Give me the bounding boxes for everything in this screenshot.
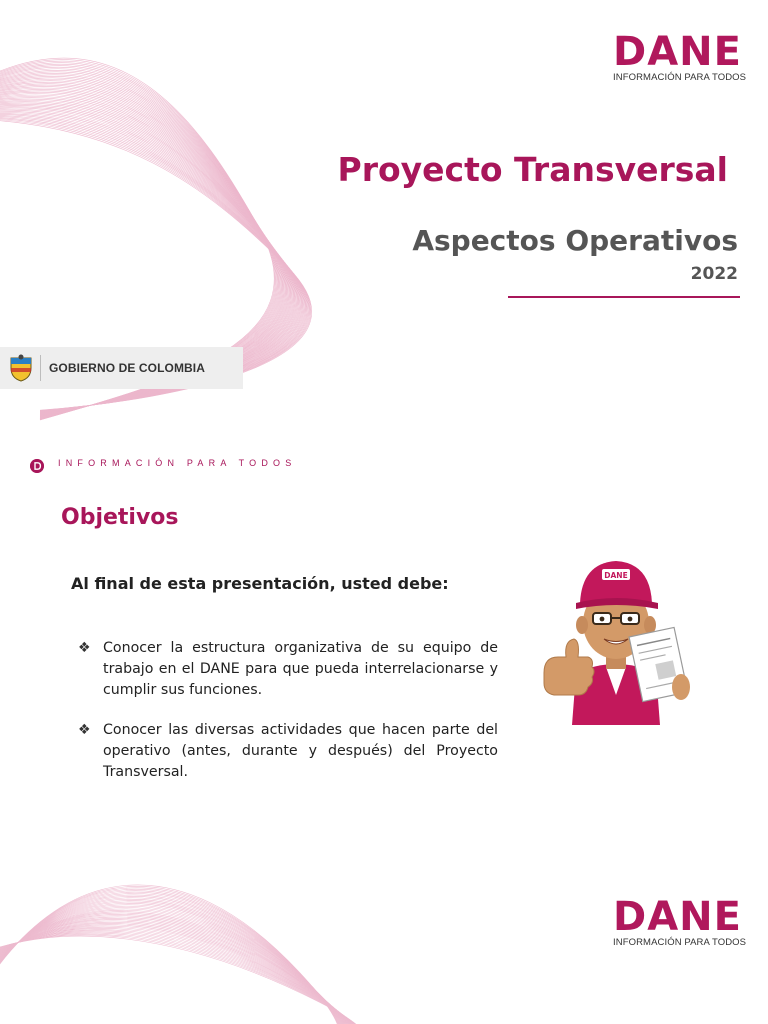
wave-line bbox=[0, 921, 356, 1024]
wave-line bbox=[0, 935, 364, 1024]
mascot-cap-label: DANE bbox=[604, 571, 628, 580]
wave-line bbox=[0, 933, 363, 1024]
wave-line bbox=[0, 896, 345, 1024]
wave-line bbox=[0, 892, 343, 1024]
wave-line bbox=[0, 926, 359, 1024]
wave-line bbox=[0, 886, 340, 1024]
wave-line bbox=[0, 889, 341, 1024]
wave-line bbox=[0, 891, 342, 1024]
wave-line bbox=[0, 895, 344, 1024]
wave-line bbox=[0, 927, 359, 1024]
government-banner bbox=[0, 347, 243, 389]
dane-logo bbox=[613, 894, 747, 948]
dane-logo-word: DANE bbox=[613, 29, 742, 75]
wave-line bbox=[0, 903, 348, 1024]
wave-line bbox=[0, 913, 352, 1024]
diamond-bullet-icon: ❖ bbox=[78, 722, 91, 738]
wave-line bbox=[0, 934, 363, 1024]
slide-subtitle: Aspectos Operativos bbox=[412, 224, 738, 257]
objectives-lead: Al final de esta presentación, usted debe: bbox=[71, 574, 449, 593]
wave-line bbox=[0, 909, 350, 1024]
bullet-text: Conocer las diversas actividades que hacen parte del operativo (antes, durante y después) del Proyecto Transversal. bbox=[103, 722, 498, 780]
wave-line bbox=[0, 905, 348, 1024]
government-label: GOBIERNO DE COLOMBIA bbox=[49, 361, 206, 375]
wave-line bbox=[0, 885, 340, 1024]
wave-line bbox=[0, 936, 364, 1024]
wave-line bbox=[0, 914, 353, 1024]
wave-line bbox=[0, 928, 360, 1024]
wave-line bbox=[0, 902, 347, 1024]
slide-year: 2022 bbox=[690, 264, 738, 284]
wave-line bbox=[0, 931, 361, 1024]
wave-line bbox=[0, 917, 354, 1024]
wave-line bbox=[0, 908, 350, 1024]
objectives-heading: Objetivos bbox=[61, 505, 179, 530]
dane-logo-tagline: INFORMACIÓN PARA TODOS bbox=[613, 937, 747, 948]
mascot-illustration bbox=[536, 545, 696, 725]
objectives-list bbox=[78, 638, 498, 802]
wave-line bbox=[0, 912, 352, 1024]
wave-line bbox=[0, 910, 351, 1024]
wave-line bbox=[0, 898, 345, 1024]
slide-title: Proyecto Transversal bbox=[337, 150, 728, 189]
wave-line bbox=[0, 925, 358, 1024]
colombia-shield-icon bbox=[8, 354, 34, 382]
wave-line bbox=[0, 932, 362, 1024]
wave-line bbox=[0, 930, 361, 1024]
bullet-text: Conocer la estructura organizativa de su equipo de trabajo en el DANE para que pueda interrelacionarse y cumplir sus funciones. bbox=[103, 640, 498, 698]
wave-line bbox=[0, 923, 357, 1024]
tagline-strip: INFORMACIÓN PARA TODOS bbox=[58, 458, 297, 468]
title-underline bbox=[508, 296, 740, 298]
wave-line bbox=[0, 894, 343, 1024]
wave-line bbox=[0, 888, 341, 1024]
title-slide bbox=[0, 0, 768, 433]
list-item bbox=[78, 638, 498, 701]
dane-logo-word: DANE bbox=[613, 894, 742, 940]
dane-logo bbox=[613, 29, 747, 83]
wave-line bbox=[0, 901, 347, 1024]
wave-line bbox=[0, 916, 354, 1024]
banner-divider bbox=[40, 355, 41, 381]
diamond-bullet-icon: ❖ bbox=[78, 640, 91, 656]
wave-line bbox=[0, 920, 356, 1024]
dane-d-icon bbox=[30, 459, 44, 473]
wave-line bbox=[0, 918, 355, 1024]
wave-line bbox=[0, 906, 349, 1024]
objectives-slide bbox=[0, 433, 768, 1024]
wave-line bbox=[0, 899, 346, 1024]
wave-line bbox=[0, 922, 357, 1024]
dane-logo-tagline: INFORMACIÓN PARA TODOS bbox=[613, 72, 747, 83]
list-item bbox=[78, 720, 498, 783]
